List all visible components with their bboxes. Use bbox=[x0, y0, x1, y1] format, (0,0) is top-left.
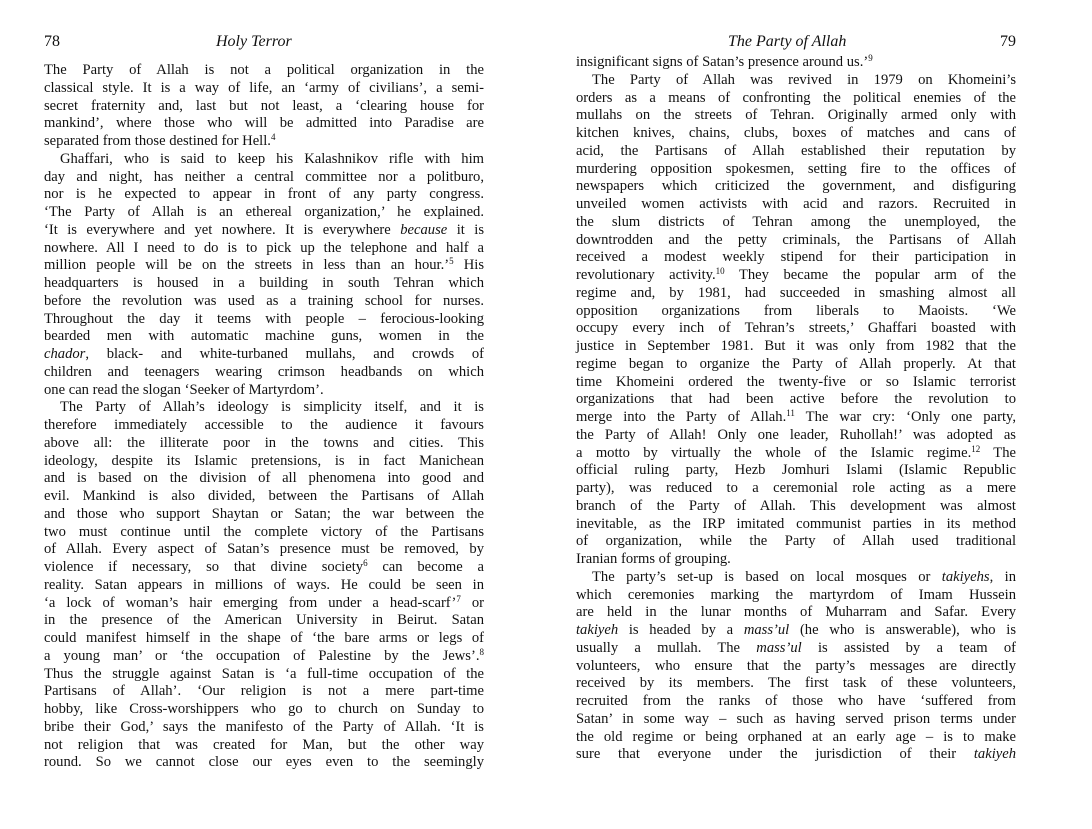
text-line bbox=[44, 399, 484, 417]
text-segment: Partisans of Allah’. ‘Our religion is not a mere part-time bbox=[44, 683, 484, 700]
text-segment: The Party of Allah is not a political organization in the bbox=[44, 62, 484, 78]
text-segment: children and teenagers wearing crimson headbands on which bbox=[44, 363, 484, 380]
text-segment: bribe their God,’ says the manifesto of the Party of Allah. ‘It is bbox=[44, 718, 484, 735]
text-segment: and is based on the division of all phenomena into good and bbox=[44, 470, 484, 487]
footnote-marker: 8 bbox=[479, 646, 484, 657]
text-segment: branch of the Party of Allah. This development was almost bbox=[576, 497, 1016, 514]
text-segment: party), was reduced to a ceremonial role acting as a mere bbox=[576, 480, 1016, 496]
text-segment: ‘a lock of woman’s hair emerging from under a head-scarf’ bbox=[44, 594, 457, 611]
text-segment: recruited from the ranks of those who have ‘suffered from bbox=[576, 693, 1016, 709]
text-segment: Thus the struggle against Satan is ‘a full-time occupation of the bbox=[44, 665, 484, 682]
text-line bbox=[576, 303, 1016, 321]
left-body-text bbox=[44, 62, 484, 772]
footnote-marker: 6 bbox=[363, 558, 368, 568]
text-segment: sure that everyone under the jurisdiction of their bbox=[576, 746, 974, 763]
text-segment: of Allah. Every aspect of Satan’s presence must be removed, by bbox=[44, 541, 484, 558]
text-line bbox=[576, 551, 1016, 569]
text-line bbox=[576, 498, 1016, 516]
text-line bbox=[44, 417, 484, 435]
text-segment: one can read the slogan ‘Seeker of Martyrdom’. bbox=[44, 381, 324, 398]
italic-text: takiyeh bbox=[973, 746, 1016, 763]
text-segment: day and night, has neither a central committee nor a politburo, bbox=[44, 168, 484, 185]
text-line bbox=[44, 382, 484, 400]
text-line bbox=[576, 409, 1016, 427]
text-line bbox=[576, 178, 1016, 196]
text-segment: before the revolution was used as a training school for nurses. bbox=[44, 292, 484, 309]
text-line bbox=[576, 214, 1016, 232]
text-segment: million people will be on the streets in less than an hour.’ bbox=[44, 257, 450, 274]
text-line bbox=[44, 559, 484, 577]
text-segment: which ceremonies marking the martyrdom of Imam Hussein bbox=[576, 586, 1016, 603]
right-page bbox=[576, 30, 1016, 764]
text-segment: The party’s set-up is based on local mosques or bbox=[592, 568, 942, 585]
text-segment: usually a mullah. The bbox=[576, 639, 757, 656]
text-line bbox=[576, 90, 1016, 108]
footnote-marker: 12 bbox=[971, 443, 981, 454]
text-line bbox=[576, 622, 1016, 640]
text-line bbox=[44, 275, 484, 293]
text-line bbox=[576, 445, 1016, 463]
text-line bbox=[576, 693, 1016, 711]
text-line bbox=[44, 648, 484, 666]
text-segment: headquarters is housed in a building in south Tehran which bbox=[44, 275, 484, 291]
text-line bbox=[44, 115, 484, 133]
text-line bbox=[576, 587, 1016, 605]
text-segment: is assisted by a team of bbox=[801, 639, 1016, 656]
text-line bbox=[576, 161, 1016, 179]
text-line bbox=[44, 470, 484, 488]
text-segment: secret fraternity and, last but not least, a ‘clearing house for bbox=[44, 97, 484, 114]
text-line bbox=[44, 222, 484, 240]
text-segment: regime and, by 1981, had succeeded in smashing almost all bbox=[576, 284, 1016, 301]
text-segment: the Party of Allah! Only one leader, Ruhollah!’ was adopted as bbox=[576, 426, 1016, 443]
text-line bbox=[44, 666, 484, 684]
italic-text: takiyeh bbox=[576, 622, 619, 638]
text-segment: The Party of Allah was revived in 1979 on Khomeini’s bbox=[592, 71, 1016, 88]
text-line bbox=[576, 320, 1016, 338]
text-line bbox=[44, 701, 484, 719]
text-segment: Ghaffari, who is said to keep his Kalashnikov rifle with him bbox=[60, 150, 484, 167]
text-segment: , black- and white-turbaned mullahs, and crowds of bbox=[85, 346, 484, 362]
text-line bbox=[44, 541, 484, 559]
text-line bbox=[576, 711, 1016, 729]
text-segment: insignificant signs of Satan’s presence around us.’ bbox=[576, 54, 869, 70]
text-line bbox=[44, 62, 484, 80]
text-segment: reality. Satan appears in millions of ways. He could be seen in bbox=[44, 576, 484, 593]
text-line bbox=[576, 462, 1016, 480]
text-segment: therefore immediately accessible to the audience it favours bbox=[44, 417, 484, 433]
text-segment: and those who support Shaytan or Satan; the war between the bbox=[44, 505, 484, 522]
text-line bbox=[44, 328, 484, 346]
text-segment: or bbox=[460, 594, 484, 611]
text-segment: in the presence of the American University in Beirut. Satan bbox=[44, 612, 484, 629]
text-line bbox=[44, 595, 484, 613]
text-segment: evil. Mankind is also divided, between the Partisans of Allah bbox=[44, 488, 484, 504]
text-line bbox=[576, 107, 1016, 125]
text-segment: a young man’ or ‘the occupation of Palestine by the Jews’. bbox=[44, 647, 480, 664]
text-line bbox=[44, 311, 484, 329]
text-segment: is headed by a bbox=[618, 622, 744, 638]
text-segment: nowhere. All I need to do is to pick up the telephone and half a bbox=[44, 239, 484, 256]
text-segment: round. So we cannot close our eyes even to the seemingly bbox=[44, 754, 484, 771]
text-segment: unveiled women activists with acid and razors. Recruited in bbox=[576, 196, 1016, 212]
text-segment: ‘The Party of Allah is an ethereal organization,’ he explained. bbox=[44, 204, 484, 220]
text-segment: merge into the Party of Allah. bbox=[576, 409, 787, 425]
text-line bbox=[576, 267, 1016, 285]
text-line bbox=[576, 285, 1016, 303]
footnote-marker: 10 bbox=[715, 266, 725, 276]
text-line bbox=[44, 169, 484, 187]
text-segment: classical style. It is a way of life, an ‘army of civilians’, a semi- bbox=[44, 79, 484, 96]
text-line bbox=[576, 729, 1016, 747]
text-line bbox=[44, 577, 484, 595]
text-segment: violence if necessary, so that divine society bbox=[44, 559, 364, 575]
text-segment: organizations that had been active before the revolution to bbox=[576, 391, 1016, 408]
text-segment: occupy every inch of Tehran’s streets,’ Ghaffari boasted with bbox=[576, 320, 1016, 337]
text-line bbox=[576, 232, 1016, 250]
text-line bbox=[44, 524, 484, 542]
italic-text: takiyehs bbox=[941, 568, 990, 585]
text-segment: ideology, despite its Islamic pretensions, is in fact Manichean bbox=[44, 452, 484, 469]
left-running-head bbox=[44, 30, 484, 54]
italic-text: because bbox=[400, 221, 448, 238]
text-line bbox=[576, 249, 1016, 267]
text-segment: the old regime or being orphaned at an early age – is to make bbox=[576, 728, 1016, 745]
text-segment: Iranian forms of grouping. bbox=[576, 551, 731, 567]
text-line bbox=[576, 196, 1016, 214]
right-running-title: The Party of Allah bbox=[728, 33, 847, 50]
text-segment: downtrodden and the petty criminals, the Partisans of Allah bbox=[576, 231, 1016, 248]
text-segment: bearded men with automatic machine guns, women in the bbox=[44, 328, 484, 345]
text-line bbox=[44, 257, 484, 275]
text-segment: acid, the Partisans of Allah established their reputation by bbox=[576, 142, 1016, 159]
left-page bbox=[44, 30, 484, 772]
text-line bbox=[576, 480, 1016, 498]
text-line bbox=[44, 346, 484, 364]
text-segment: received by its members. The first task of these volunteers, bbox=[576, 675, 1016, 692]
text-line bbox=[44, 151, 484, 169]
text-segment: inevitable, as the IRP imitated communist parties in its method bbox=[576, 515, 1016, 532]
italic-text: chador bbox=[44, 346, 86, 362]
text-segment: revolutionary activity. bbox=[576, 267, 716, 283]
text-line bbox=[44, 453, 484, 471]
text-line bbox=[44, 293, 484, 311]
text-segment: hobby, like Cross-worshippers who go to church on Sunday to bbox=[44, 701, 484, 717]
text-segment: official ruling party, Hezb Jomhuri Islami (Islamic Republic bbox=[576, 462, 1016, 479]
text-line bbox=[576, 604, 1016, 622]
text-line bbox=[44, 630, 484, 648]
text-line bbox=[576, 356, 1016, 374]
text-segment: ‘It is everywhere and yet nowhere. It is everywhere bbox=[44, 221, 401, 238]
text-line bbox=[44, 364, 484, 382]
text-segment: volunteers, who ensure that the party’s messages are directly bbox=[576, 657, 1016, 674]
text-line bbox=[576, 54, 1016, 72]
text-segment: two must continue until the complete victory of the Partisans bbox=[44, 523, 484, 540]
italic-text: mass’ul bbox=[756, 639, 802, 656]
text-segment: separated from those destined for Hell. bbox=[44, 133, 271, 149]
text-line bbox=[44, 737, 484, 755]
text-segment: it is bbox=[447, 221, 484, 238]
text-segment: above all: the illiterate poor in the towns and cities. This bbox=[44, 434, 484, 451]
text-line bbox=[576, 533, 1016, 551]
text-line bbox=[576, 374, 1016, 392]
text-line bbox=[576, 391, 1016, 409]
text-line bbox=[44, 98, 484, 116]
text-segment: The Party of Allah’s ideology is simplicity itself, and it is bbox=[60, 399, 484, 416]
text-line bbox=[44, 435, 484, 453]
text-line bbox=[576, 658, 1016, 676]
text-line bbox=[44, 80, 484, 98]
text-segment: Throughout the day it teems with people – ferocious-looking bbox=[44, 310, 484, 327]
text-line bbox=[44, 240, 484, 258]
text-line bbox=[576, 143, 1016, 161]
right-page-number: 79 bbox=[1000, 33, 1016, 50]
text-line bbox=[576, 675, 1016, 693]
text-segment: received a modest weekly stipend for their participation in bbox=[576, 249, 1016, 266]
right-body-text bbox=[576, 54, 1016, 764]
text-line bbox=[44, 754, 484, 772]
text-segment: time Khomeini ordered the twenty-five or so Islamic terrorist bbox=[576, 373, 1016, 390]
text-line bbox=[44, 683, 484, 701]
footnote-marker: 9 bbox=[868, 53, 873, 63]
text-line bbox=[576, 640, 1016, 658]
text-segment: nor is he expected to appear in front of any party congress. bbox=[44, 186, 484, 203]
text-line bbox=[576, 516, 1016, 534]
text-line bbox=[576, 72, 1016, 90]
text-line bbox=[576, 338, 1016, 356]
text-segment: orders as a means of confronting the political enemies of the bbox=[576, 89, 1016, 106]
text-segment: kitchen knives, chains, clubs, boxes of matches and cans of bbox=[576, 125, 1016, 141]
text-segment: opposition organizations from liberals to Maoists. ‘We bbox=[576, 302, 1016, 319]
text-line bbox=[44, 204, 484, 222]
text-segment: regime began to organize the Party of Allah properly. At that bbox=[576, 355, 1016, 372]
left-running-title: Holy Terror bbox=[216, 33, 292, 50]
text-segment: a motto by virtually the whole of the Islamic regime. bbox=[576, 444, 972, 461]
right-running-head bbox=[576, 30, 1016, 54]
text-line bbox=[576, 125, 1016, 143]
footnote-marker: 5 bbox=[449, 256, 454, 267]
footnote-marker: 11 bbox=[786, 408, 795, 418]
text-segment: They became the popular arm of the bbox=[724, 267, 1016, 283]
text-segment: The war cry: ‘Only one party, bbox=[794, 409, 1016, 425]
text-line bbox=[576, 746, 1016, 764]
text-segment: (he who is answerable), who is bbox=[789, 622, 1017, 638]
text-segment: are held in the lunar months of Muharram and Safar. Every bbox=[576, 604, 1016, 621]
footnote-marker: 4 bbox=[270, 132, 276, 142]
text-line bbox=[44, 719, 484, 737]
text-segment: mankind’, where those who will be admitted into Paradise are bbox=[44, 115, 484, 132]
text-segment: could manifest himself in the shape of ‘the bare arms or legs of bbox=[44, 630, 484, 646]
text-line bbox=[44, 612, 484, 630]
footnote-marker: 7 bbox=[456, 593, 461, 604]
text-segment: the slum districts of Tehran among the unemployed, the bbox=[576, 213, 1016, 230]
text-segment: Satan’ in some way – such as having served prison terms under bbox=[576, 710, 1016, 727]
text-segment: of organization, while the Party of Allah used traditional bbox=[576, 533, 1016, 550]
left-page-number: 78 bbox=[44, 33, 60, 50]
italic-text: mass’ul bbox=[743, 622, 790, 638]
text-line bbox=[576, 427, 1016, 445]
text-segment: murdering opposition spokesmen, setting fire to the offices of bbox=[576, 160, 1016, 177]
text-line bbox=[44, 133, 484, 151]
text-line bbox=[44, 488, 484, 506]
text-segment: can become a bbox=[367, 559, 484, 575]
text-segment: not religion that was created for Man, but the other way bbox=[44, 736, 484, 753]
text-line bbox=[44, 506, 484, 524]
text-segment: mullahs on the streets of Tehran. Originally armed only with bbox=[576, 107, 1016, 124]
text-segment: The bbox=[980, 444, 1016, 461]
text-segment: justice in September 1981. But it was only from 1982 that the bbox=[576, 338, 1016, 354]
text-segment: His bbox=[453, 257, 484, 274]
text-line bbox=[44, 186, 484, 204]
text-segment: , in bbox=[989, 568, 1017, 585]
text-segment: newspapers which criticized the government, and disfiguring bbox=[576, 178, 1016, 195]
text-line bbox=[576, 569, 1016, 587]
